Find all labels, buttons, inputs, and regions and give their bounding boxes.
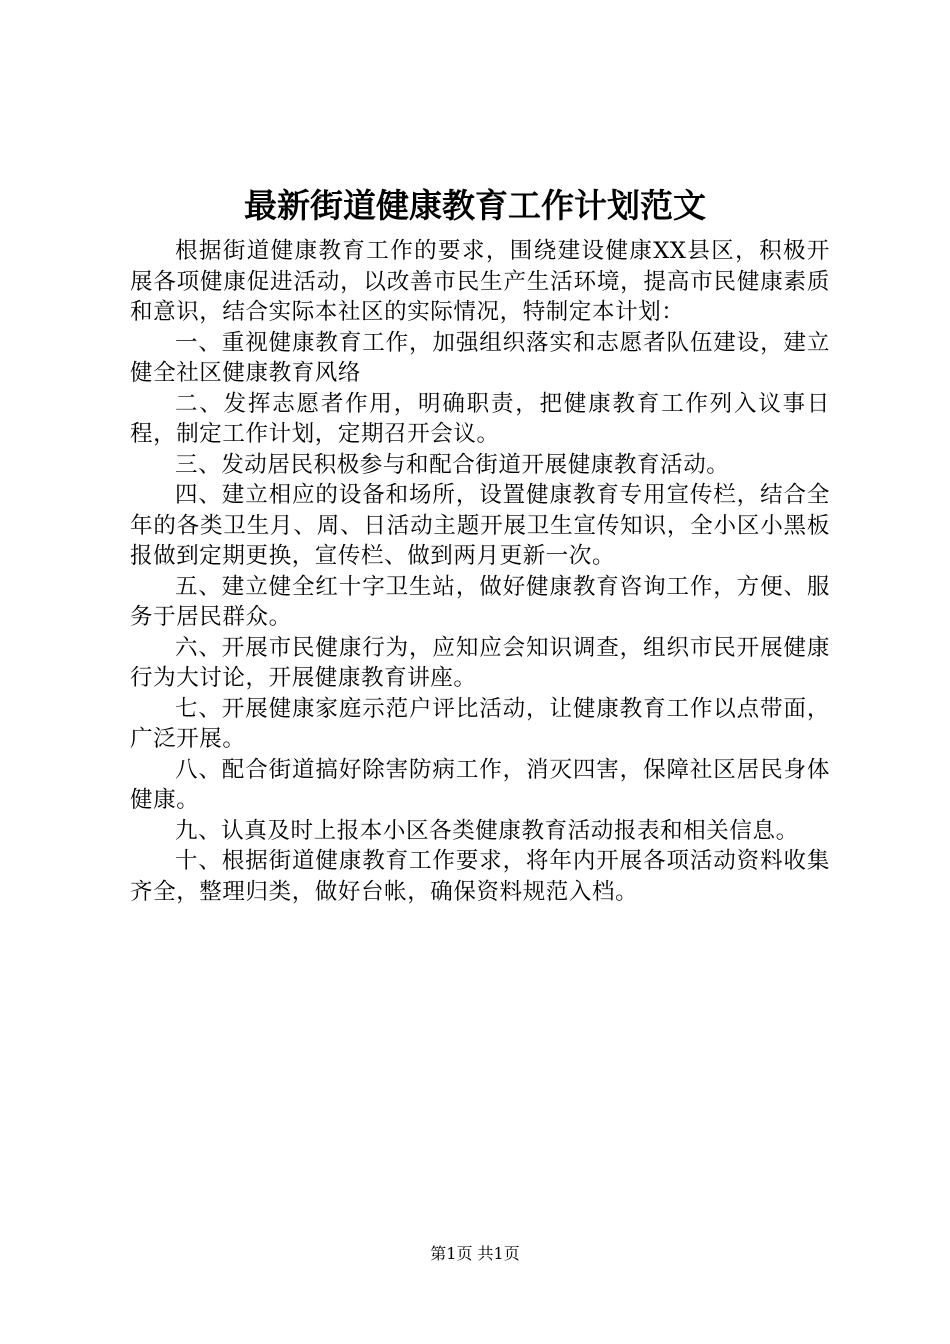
item-paragraph-1: 一、重视健康教育工作，加强组织落实和志愿者队伍建设，建立健全社区健康教育风络: [130, 329, 830, 386]
item-paragraph-3: 三、发动居民积极参与和配合街道开展健康教育活动。: [175, 451, 730, 478]
intro-paragraph: 根据街道健康教育工作的要求，围绕建设健康XX县区，积极开展各项健康促进活动，以改善市民生产生活环境，提高市民健康素质和意识，结合实际本社区的实际情况，特制定本计划：: [130, 238, 830, 325]
page-footer: 第1页 共1页: [430, 1244, 520, 1263]
item-paragraph-2: 二、发挥志愿者作用，明确职责，把健康教育工作列入议事日程，制定工作计划，定期召开会议。: [130, 390, 830, 447]
document-title: 最新街道健康教育工作计划范文: [244, 186, 706, 225]
item-paragraph-10: 十、根据街道健康教育工作要求，将年内开展各项活动资料收集齐全，整理归类，做好台帐，确保资料规范入档。: [130, 848, 830, 905]
item-paragraph-6: 六、开展市民健康行为，应知应会知识调查，组织市民开展健康行为大讨论，开展健康教育讲座。: [130, 634, 830, 691]
item-paragraph-7: 七、开展健康家庭示范户评比活动，让健康教育工作以点带面，广泛开展。: [130, 695, 830, 752]
item-paragraph-8: 八、配合街道搞好除害防病工作，消灭四害，保障社区居民身体健康。: [130, 756, 830, 813]
document-body: [130, 236, 830, 907]
item-paragraph-5: 五、建立健全红十字卫生站，做好健康教育咨询工作，方便、服务于居民群众。: [130, 573, 830, 630]
item-paragraph-9: 九、认真及时上报本小区各类健康教育活动报表和相关信息。: [175, 817, 799, 844]
item-paragraph-4: 四、建立相应的设备和场所，设置健康教育专用宣传栏，结合全年的各类卫生月、周、日活动主题开展卫生宣传知识，全小区小黑板报做到定期更换，宣传栏、做到两月更新一次。: [130, 482, 830, 569]
